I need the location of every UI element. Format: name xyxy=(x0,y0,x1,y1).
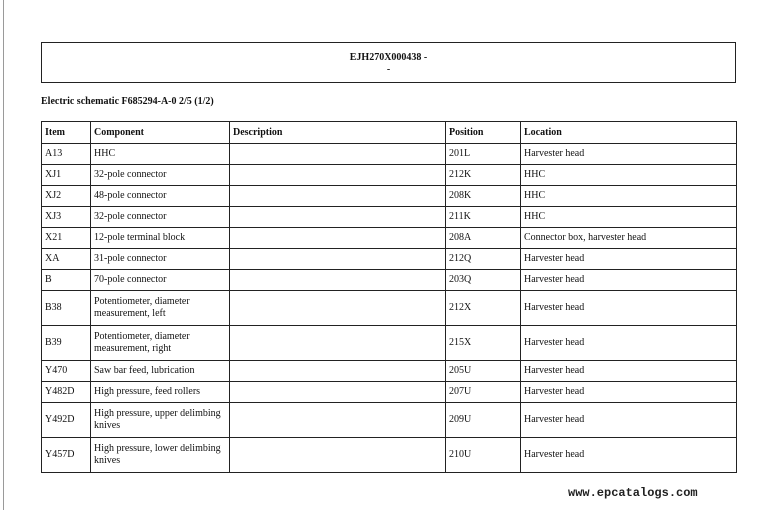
table-row xyxy=(42,186,737,207)
table-row xyxy=(42,270,737,291)
cell-location: HHC xyxy=(521,207,737,228)
column-header-location: Location xyxy=(521,122,737,144)
cell-component: Potentiometer, diameter measurement, left xyxy=(91,291,230,326)
cell-location: Harvester head xyxy=(521,249,737,270)
cell-item: X21 xyxy=(42,228,91,249)
cell-component: 32-pole connector xyxy=(91,207,230,228)
component-table xyxy=(41,121,737,473)
cell-item: B xyxy=(42,270,91,291)
cell-position: 211K xyxy=(446,207,521,228)
cell-component: 12-pole terminal block xyxy=(91,228,230,249)
cell-component: 31-pole connector xyxy=(91,249,230,270)
cell-location: HHC xyxy=(521,165,737,186)
cell-item: A13 xyxy=(42,144,91,165)
cell-position: 205U xyxy=(446,361,521,382)
cell-description xyxy=(230,326,446,361)
cell-description xyxy=(230,249,446,270)
cell-location: Harvester head xyxy=(521,291,737,326)
cell-item: XJ1 xyxy=(42,165,91,186)
column-header-description: Description xyxy=(230,122,446,144)
document-code: EJH270X000438 - xyxy=(349,52,428,63)
table-row xyxy=(42,438,737,473)
cell-location: Harvester head xyxy=(521,403,737,438)
cell-position: 215X xyxy=(446,326,521,361)
table-header-row xyxy=(42,122,737,144)
cell-item: B38 xyxy=(42,291,91,326)
cell-position: 212K xyxy=(446,165,521,186)
cell-description xyxy=(230,382,446,403)
cell-position: 210U xyxy=(446,438,521,473)
column-header-item: Item xyxy=(42,122,91,144)
cell-component: 48-pole connector xyxy=(91,186,230,207)
cell-item: XJ3 xyxy=(42,207,91,228)
cell-location: Connector box, harvester head xyxy=(521,228,737,249)
table-row xyxy=(42,403,737,438)
cell-position: 212Q xyxy=(446,249,521,270)
cell-position: 207U xyxy=(446,382,521,403)
cell-description xyxy=(230,438,446,473)
cell-component: 32-pole connector xyxy=(91,165,230,186)
cell-location: Harvester head xyxy=(521,270,737,291)
column-header-position: Position xyxy=(446,122,521,144)
cell-description xyxy=(230,270,446,291)
page-edge-line xyxy=(3,0,4,510)
cell-item: Y492D xyxy=(42,403,91,438)
table-row xyxy=(42,291,737,326)
cell-location: Harvester head xyxy=(521,361,737,382)
table-row xyxy=(42,165,737,186)
cell-description xyxy=(230,228,446,249)
cell-component: 70-pole connector xyxy=(91,270,230,291)
cell-description xyxy=(230,291,446,326)
cell-item: Y457D xyxy=(42,438,91,473)
cell-item: B39 xyxy=(42,326,91,361)
cell-position: 203Q xyxy=(446,270,521,291)
cell-component: High pressure, feed rollers xyxy=(91,382,230,403)
cell-description xyxy=(230,207,446,228)
table-row xyxy=(42,361,737,382)
cell-component: High pressure, lower delimbing knives xyxy=(91,438,230,473)
document-subcode: - xyxy=(386,64,391,75)
table-row xyxy=(42,326,737,361)
cell-item: Y482D xyxy=(42,382,91,403)
cell-description xyxy=(230,165,446,186)
cell-location: Harvester head xyxy=(521,326,737,361)
cell-item: XJ2 xyxy=(42,186,91,207)
watermark-link[interactable]: www.epcatalogs.com xyxy=(568,486,698,500)
cell-component: Potentiometer, diameter measurement, right xyxy=(91,326,230,361)
cell-location: HHC xyxy=(521,186,737,207)
cell-item: XA xyxy=(42,249,91,270)
cell-description xyxy=(230,186,446,207)
cell-location: Harvester head xyxy=(521,438,737,473)
cell-description xyxy=(230,361,446,382)
cell-item: Y470 xyxy=(42,361,91,382)
cell-description xyxy=(230,403,446,438)
table-row xyxy=(42,228,737,249)
document-header xyxy=(41,42,736,83)
cell-component: Saw bar feed, lubrication xyxy=(91,361,230,382)
cell-position: 208K xyxy=(446,186,521,207)
cell-position: 212X xyxy=(446,291,521,326)
page-title: Electric schematic F685294-A-0 2/5 (1/2) xyxy=(41,96,214,107)
cell-location: Harvester head xyxy=(521,144,737,165)
column-header-component: Component xyxy=(91,122,230,144)
table-row xyxy=(42,249,737,270)
table-row xyxy=(42,144,737,165)
table-row xyxy=(42,207,737,228)
cell-position: 208A xyxy=(446,228,521,249)
cell-location: Harvester head xyxy=(521,382,737,403)
cell-description xyxy=(230,144,446,165)
cell-component: HHC xyxy=(91,144,230,165)
cell-position: 209U xyxy=(446,403,521,438)
cell-component: High pressure, upper delimbing knives xyxy=(91,403,230,438)
table-row xyxy=(42,382,737,403)
cell-position: 201L xyxy=(446,144,521,165)
